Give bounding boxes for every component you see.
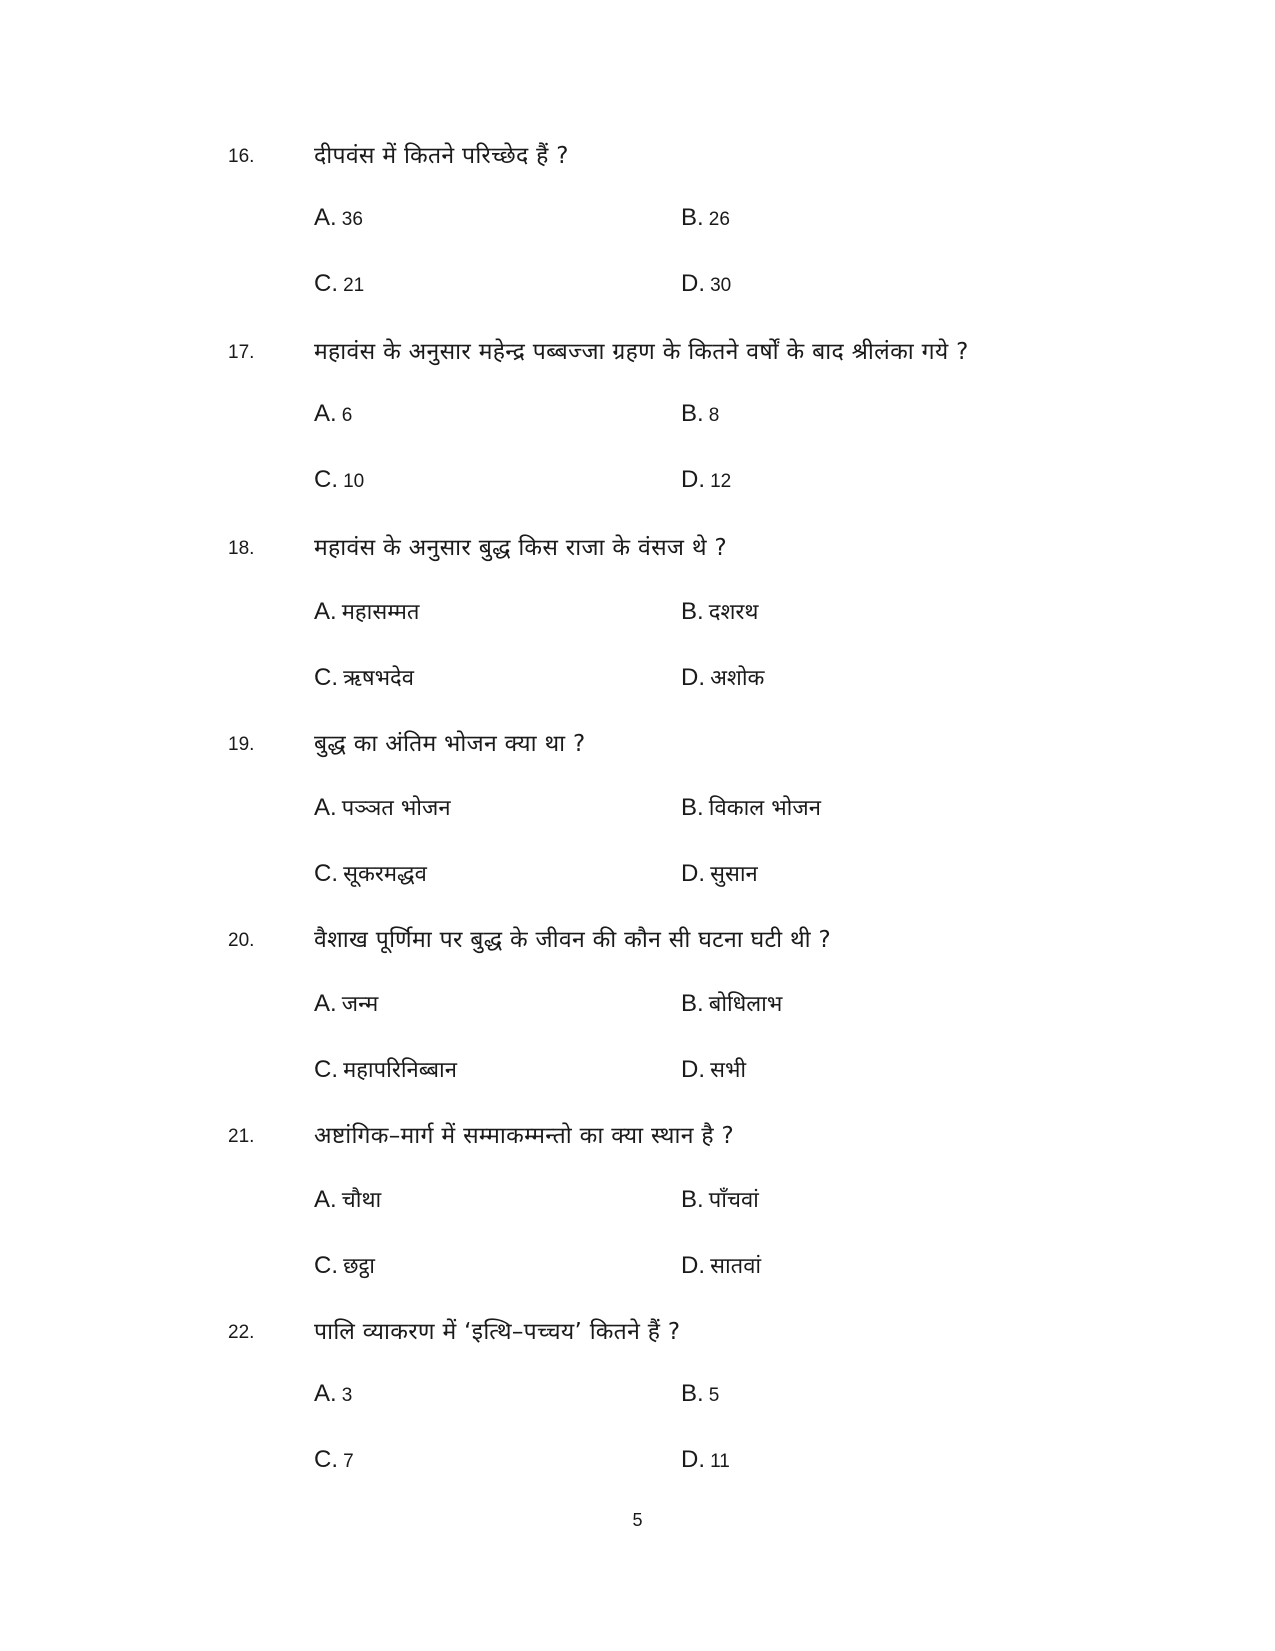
- option-text: सातवां: [710, 1254, 762, 1279]
- option-a: [314, 1380, 352, 1416]
- option-text: 36: [341, 209, 363, 230]
- option-letter: B.: [681, 794, 704, 821]
- option-text: जन्म: [341, 992, 379, 1017]
- question-row: [0, 726, 1275, 766]
- option-text: सूकरमद्धव: [343, 862, 427, 887]
- question-16: [0, 138, 1275, 334]
- option-b: [681, 1184, 759, 1220]
- option-text: अशोक: [710, 666, 765, 691]
- question-text: अष्टांगिक–मार्ग में सम्माकम्मन्तो का क्या स्थान है ?: [314, 1123, 735, 1149]
- option-text: ऋषभदेव: [343, 666, 414, 691]
- option-text: 26: [708, 209, 730, 230]
- question-row: [0, 138, 1275, 178]
- option-a: [314, 400, 352, 436]
- option-c: [314, 1054, 457, 1090]
- option-text: 21: [343, 275, 365, 296]
- option-letter: C.: [314, 1446, 338, 1473]
- option-letter: B.: [681, 1380, 704, 1407]
- option-text: छट्ठा: [343, 1254, 375, 1279]
- option-text: 12: [710, 471, 732, 492]
- question-number: 19.: [228, 734, 255, 755]
- question-number: 17.: [228, 342, 255, 363]
- option-d: [681, 662, 764, 698]
- option-letter: C.: [314, 270, 338, 297]
- option-b: [681, 400, 719, 436]
- option-letter: B.: [681, 598, 704, 625]
- option-text: पाँचवां: [708, 1188, 759, 1213]
- option-d: [681, 1054, 746, 1090]
- option-letter: A.: [314, 400, 337, 427]
- option-letter: A.: [314, 1186, 337, 1213]
- question-17: [0, 334, 1275, 530]
- question-number: 20.: [228, 930, 255, 951]
- question-19: [0, 726, 1275, 922]
- option-a: [314, 596, 419, 632]
- option-a: [314, 792, 451, 828]
- option-letter: A.: [314, 990, 337, 1017]
- question-text: पालि व्याकरण में ‘इत्थि–पच्चय’ कितने हैं ?: [314, 1319, 681, 1345]
- option-text: पञ्ञत भोजन: [341, 796, 451, 821]
- option-text: 7: [343, 1451, 354, 1472]
- option-b: [681, 204, 730, 240]
- option-letter: D.: [681, 860, 705, 887]
- option-text: दशरथ: [708, 600, 759, 625]
- option-c: [314, 466, 364, 502]
- option-letter: B.: [681, 1186, 704, 1213]
- question-number: 21.: [228, 1126, 255, 1147]
- option-text: 30: [710, 275, 732, 296]
- option-text: 8: [708, 405, 720, 426]
- option-text: 6: [341, 405, 353, 426]
- option-c: [314, 1446, 354, 1482]
- option-text: 10: [343, 471, 365, 492]
- option-letter: A.: [314, 1380, 337, 1407]
- option-b: [681, 1380, 719, 1416]
- option-d: [681, 858, 758, 894]
- question-text: वैशाख पूर्णिमा पर बुद्ध के जीवन की कौन सी घटना घटी थी ?: [314, 927, 832, 953]
- option-letter: C.: [314, 664, 338, 691]
- option-a: [314, 204, 363, 240]
- option-text: सुसान: [710, 862, 758, 887]
- option-d: [681, 270, 731, 306]
- question-text: महावंस के अनुसार महेन्द्र पब्बज्जा ग्रहण के कितने वर्षों के बाद श्रीलंका गये ?: [314, 339, 969, 365]
- option-b: [681, 596, 758, 632]
- option-text: सभी: [710, 1058, 747, 1083]
- option-text: बोधिलाभ: [708, 992, 783, 1017]
- page-number: 5: [632, 1510, 643, 1530]
- option-letter: A.: [314, 204, 337, 231]
- option-letter: C.: [314, 860, 338, 887]
- option-letter: C.: [314, 466, 338, 493]
- option-c: [314, 1250, 375, 1286]
- question-number: 16.: [228, 146, 255, 167]
- option-letter: D.: [681, 664, 705, 691]
- option-a: [314, 988, 378, 1024]
- option-letter: A.: [314, 598, 337, 625]
- option-b: [681, 792, 821, 828]
- option-letter: C.: [314, 1056, 338, 1083]
- option-c: [314, 662, 414, 698]
- option-text: 5: [708, 1385, 720, 1406]
- question-row: [0, 1314, 1275, 1354]
- question-number: 22.: [228, 1322, 255, 1343]
- question-number: 18.: [228, 538, 255, 559]
- option-d: [681, 1446, 730, 1482]
- option-letter: B.: [681, 400, 704, 427]
- option-text: 11: [710, 1451, 730, 1472]
- question-row: [0, 334, 1275, 374]
- option-d: [681, 1250, 761, 1286]
- option-letter: B.: [681, 204, 704, 231]
- option-c: [314, 858, 427, 894]
- question-row: [0, 922, 1275, 962]
- option-d: [681, 466, 731, 502]
- question-21: [0, 1118, 1275, 1314]
- option-text: 3: [341, 1385, 353, 1406]
- question-20: [0, 922, 1275, 1118]
- question-row: [0, 1118, 1275, 1158]
- option-letter: C.: [314, 1252, 338, 1279]
- option-text: विकाल भोजन: [708, 796, 821, 821]
- option-letter: D.: [681, 1446, 705, 1473]
- question-18: [0, 530, 1275, 726]
- option-b: [681, 988, 782, 1024]
- question-text: बुद्ध का अंतिम भोजन क्या था ?: [314, 731, 586, 757]
- option-letter: D.: [681, 270, 705, 297]
- question-text: महावंस के अनुसार बुद्ध किस राजा के वंसज थे ?: [314, 535, 728, 561]
- option-c: [314, 270, 364, 306]
- option-letter: D.: [681, 1056, 705, 1083]
- question-22: [0, 1314, 1275, 1510]
- option-letter: D.: [681, 466, 705, 493]
- option-text: महासम्मत: [341, 600, 420, 625]
- option-letter: B.: [681, 990, 704, 1017]
- option-letter: D.: [681, 1252, 705, 1279]
- option-a: [314, 1184, 381, 1220]
- option-letter: A.: [314, 794, 337, 821]
- question-row: [0, 530, 1275, 570]
- option-text: चौथा: [341, 1188, 382, 1213]
- option-text: महापरिनिब्बान: [343, 1058, 457, 1083]
- question-text: दीपवंस में कितने परिच्छेद हैं ?: [314, 143, 569, 169]
